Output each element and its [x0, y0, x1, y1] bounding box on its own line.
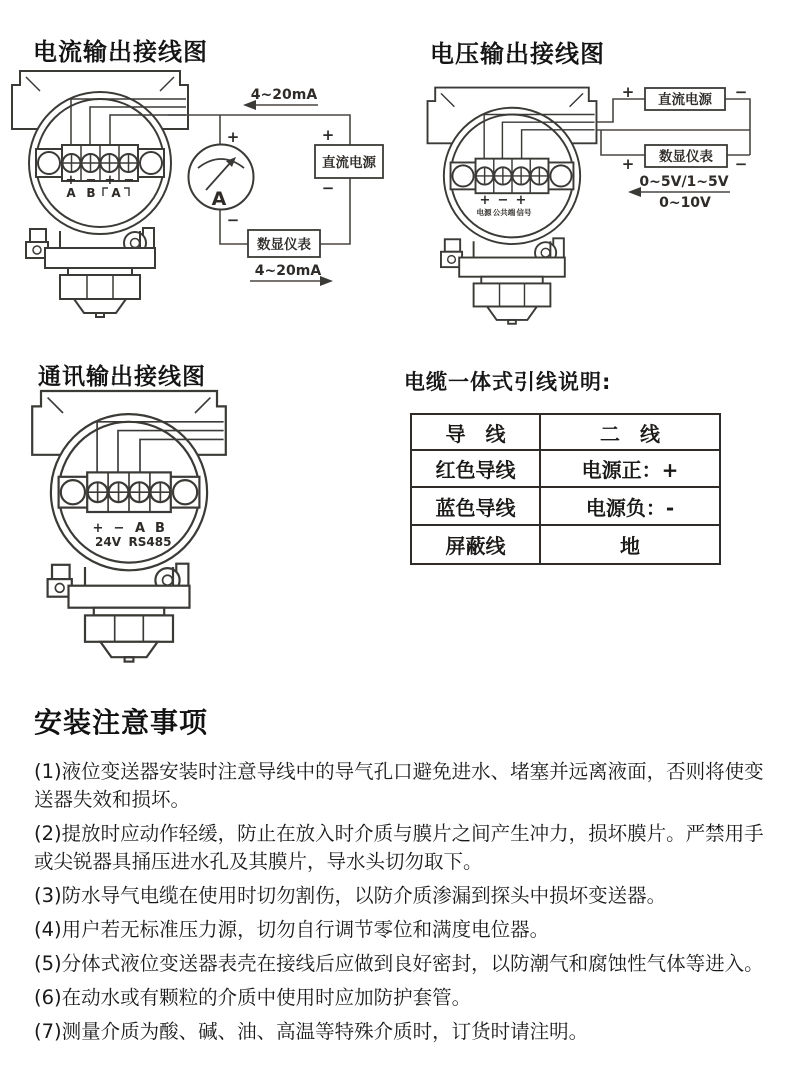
terminal-b-sign: B	[155, 521, 165, 536]
comm-wiring-diagram	[0, 350, 400, 690]
table-cell-desc-red: 电源正：+	[541, 449, 719, 486]
terminal-3-sign: +	[515, 193, 527, 208]
terminal-name-common: 公共端	[492, 208, 516, 217]
voltage-range-1: 0~5V/1~5V	[639, 174, 729, 190]
table-header-two-wire: 二 线	[600, 421, 660, 446]
install-note-4: (4)用户若无标准压力源，切勿自行调节零位和满度电位器。	[34, 918, 550, 941]
terminal-1-sign: +	[479, 193, 491, 208]
ammeter-letter: A	[211, 188, 227, 210]
terminal-name-signal: 信号	[516, 208, 532, 217]
terminal-a-label: A	[66, 186, 76, 200]
terminal-name-power: 电源	[476, 208, 492, 217]
comm-diagram-title: 通讯输出接线图	[38, 364, 206, 390]
terminal-2-sign: −	[85, 173, 97, 188]
dc-minus-sign: −	[734, 83, 748, 101]
ammeter-minus-sign: −	[226, 211, 240, 229]
arrowhead-right-icon	[320, 276, 333, 286]
current-bottom-flow-label: 4~20mA	[254, 263, 322, 279]
table-cell-desc-blue: 电源负：-	[541, 486, 719, 524]
terminal-1-sign: +	[92, 521, 104, 536]
table-cell-desc-shield: 地	[541, 524, 719, 563]
ammeter	[189, 145, 254, 211]
terminal-1-sign: +	[65, 173, 77, 188]
supply-24v-label: 24V	[95, 535, 121, 549]
display-meter-label: 数显仪表	[257, 237, 311, 253]
display-meter-label: 数显仪表	[659, 149, 713, 165]
table-cell-wire-blue: 蓝色导线	[412, 486, 541, 524]
current-diagram-title: 电流输出接线图	[33, 38, 208, 66]
install-note-5: (5)分体式液位变送器表壳在接线后应做到良好密封，以防潮气和腐蚀性气体等进入。	[34, 952, 764, 975]
terminal-3-sign: +	[104, 173, 116, 188]
table-header-wire: 导 线	[412, 415, 541, 449]
dc-plus-sign: +	[621, 83, 635, 101]
cable-lead-table	[410, 413, 721, 565]
install-note-3: (3)防水导气电缆在使用时切勿割伤，以防介质渗漏到探头中损坏变送器。	[34, 884, 667, 907]
install-note-7: (7)测量介质为酸、碱、油、高温等特殊介质时，订货时请注明。	[34, 1020, 589, 1043]
cable-table-title: 电缆一体式引线说明:	[404, 370, 612, 394]
install-notes	[34, 758, 776, 1052]
display-plus-sign: +	[621, 155, 635, 173]
voltage-range-2: 0~10V	[659, 195, 711, 211]
voltage-diagram-title: 电压输出接线图	[430, 40, 605, 68]
dc-supply-label: 直流电源	[658, 92, 712, 108]
loop-a-label: A	[111, 186, 121, 200]
voltage-wiring-diagram	[400, 70, 790, 352]
install-note-2: (2)提放时应动作轻缓，防止在放入时介质与膜片之间产生冲力，损坏膜片。严禁用手或尖锐器具捅压进水孔及其膜片，导水头切勿取下。	[34, 822, 764, 873]
transmitter-drawing	[12, 71, 188, 317]
transmitter-drawing	[32, 391, 226, 662]
ammeter-plus-sign: +	[226, 128, 240, 146]
dc-minus-sign: −	[321, 179, 335, 197]
table-cell-wire-shield: 屏蔽线	[412, 524, 541, 563]
current-top-flow-label: 4~20mA	[250, 87, 318, 103]
rs485-label: RS485	[128, 535, 172, 549]
terminal-4-sign: −	[123, 173, 135, 188]
table-cell-wire-red: 红色导线	[412, 449, 541, 486]
terminal-b-label: B	[86, 186, 96, 200]
install-note-6: (6)在动水或有颗粒的介质中使用时应加防护套管。	[34, 986, 472, 1009]
dc-plus-sign: +	[321, 126, 335, 144]
transmitter-drawing	[428, 88, 597, 324]
terminal-2-sign: −	[113, 521, 125, 536]
display-minus-sign: −	[734, 155, 748, 173]
install-note-1: (1)液位变送器安装时注意导线中的导气孔口避免进水、堵塞并远离液面，否则将使变送器失效和损坏。	[34, 760, 764, 811]
dc-supply-label: 直流电源	[322, 155, 376, 171]
install-notes-title: 安装注意事项	[34, 706, 209, 739]
terminal-2-sign: −	[497, 193, 509, 208]
terminal-a-sign: A	[134, 521, 146, 536]
current-wiring-diagram	[0, 60, 400, 332]
